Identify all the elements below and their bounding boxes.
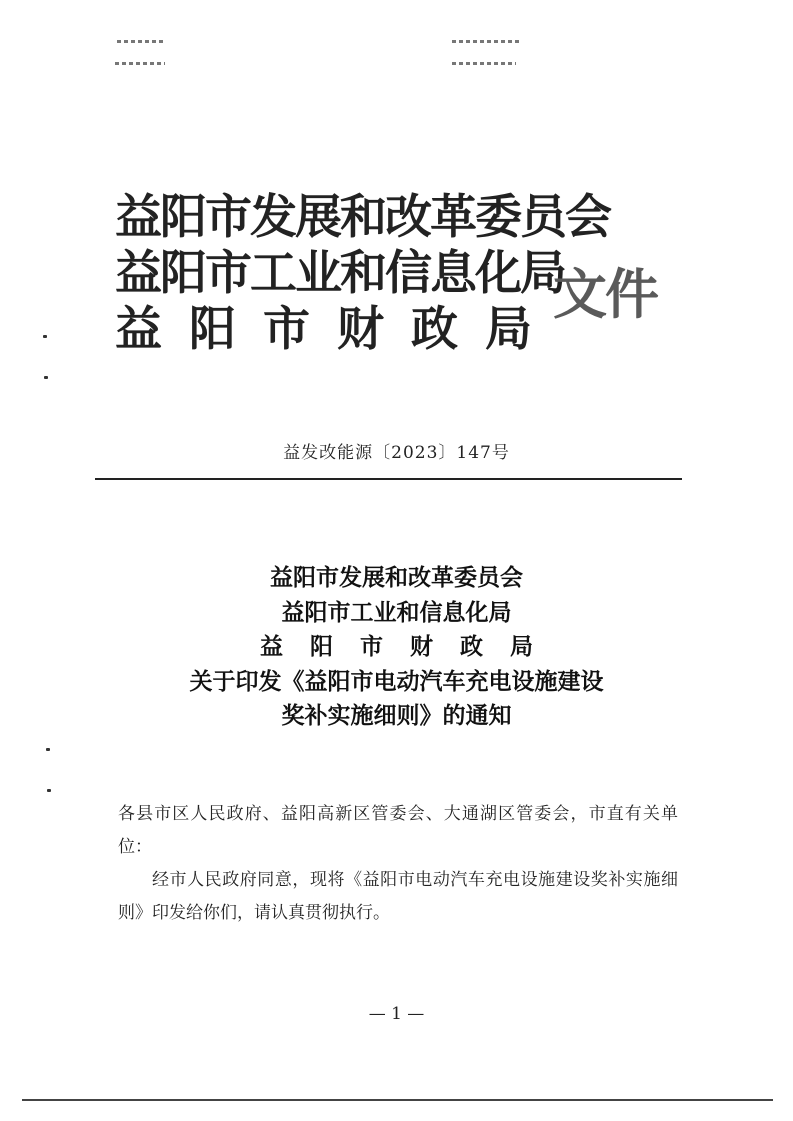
- issuer-finance: 益阳市财政局: [115, 302, 559, 357]
- scan-artifact-top-left-2: [115, 62, 165, 65]
- title-line-5: 奖补实施细则》的通知: [281, 702, 512, 729]
- scan-artifact-top-right-1: [452, 40, 522, 43]
- issuer-ndrc: 益阳市发展和改革委员会: [115, 190, 610, 245]
- notice-title: [0, 561, 793, 734]
- scan-artifact-top-left-1: [117, 40, 165, 43]
- title-line-1: 益阳市发展和改革委员会: [270, 564, 523, 591]
- scan-speck: [44, 376, 48, 379]
- header-divider: [95, 478, 682, 480]
- scan-speck: [43, 335, 47, 338]
- page-number: — 1 —: [368, 1004, 425, 1024]
- title-line-3: 益阳市财政局: [260, 633, 560, 660]
- scan-artifact-top-right-2: [452, 62, 516, 65]
- notice-body: [118, 798, 678, 930]
- title-line-2: 益阳市工业和信息化局: [281, 598, 512, 626]
- title-line-4: 关于印发《益阳市电动汽车充电设施建设: [189, 667, 604, 695]
- document-number: 益发改能源〔2023〕147号: [283, 443, 510, 463]
- issuing-authorities: [115, 190, 610, 358]
- scan-speck: [47, 789, 51, 792]
- scan-speck: [46, 748, 50, 751]
- document-kind: 文件: [553, 262, 657, 326]
- recipients-line: 各县市区人民政府、益阳高新区管委会、大通湖区管委会，市直有关单位：: [118, 804, 678, 857]
- issuer-miit: 益阳市工业和信息化局: [115, 246, 565, 301]
- footer-divider: [22, 1099, 773, 1101]
- body-paragraph: 经市人民政府同意，现将《益阳市电动汽车充电设施建设奖补实施细则》印发给你们，请认真贯彻执行。: [118, 870, 678, 923]
